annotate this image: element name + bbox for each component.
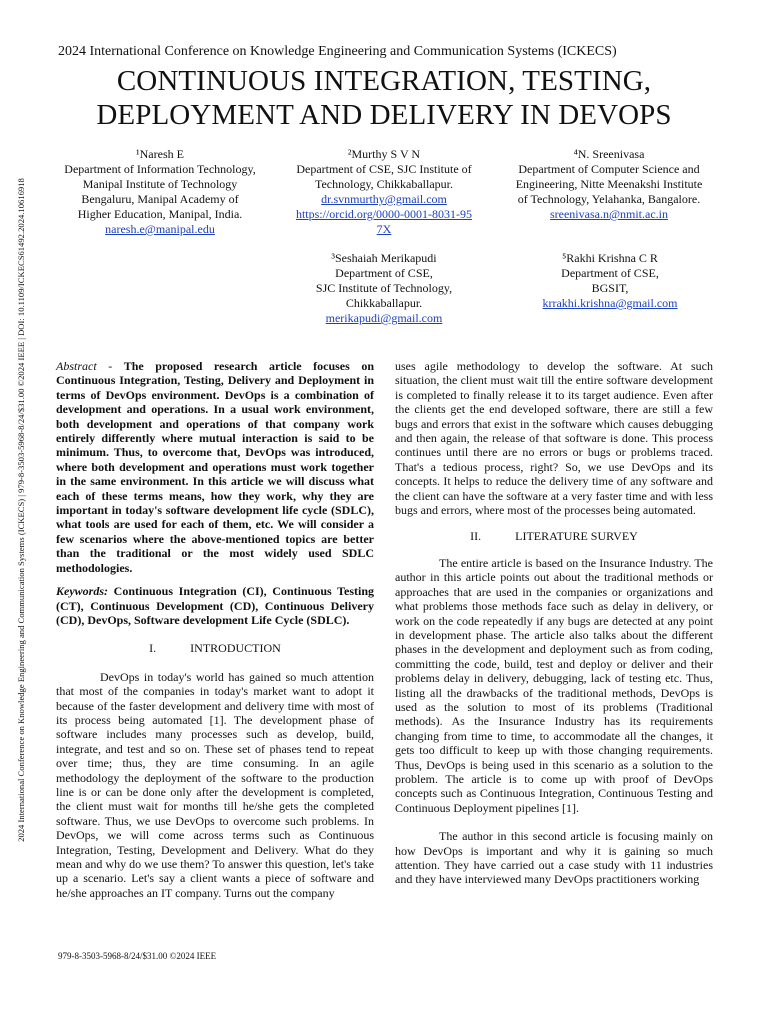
title-line-2: DEPLOYMENT AND DELIVERY IN DEVOPS: [96, 99, 672, 131]
intro-paragraph-continued: uses agile methodology to develop the software. At such situation, the client must wait till the entire software development is completed to finally release it to its target audience. Even after the clients get the end developed software, there are still a few bugs and errors that exist in the software which causes debugging and then again, the release of that software is done. This process continues until there are no errors or bugs or problems traced. That's a tedious process, right? So, we use DevOps and its concepts. It helps to reduce the delivery time of any software and the client can have the software at a very faster time and with less bugs and errors, where most of the processes being automated.: [395, 359, 713, 518]
author-block-3: [276, 251, 492, 326]
author-affiliation: Department of CSE,: [561, 266, 659, 280]
author-email-link[interactable]: dr.svnmurthy@gmail.com: [321, 192, 447, 206]
right-column: [395, 359, 713, 887]
footer-copyright: 979-8-3503-5968-8/24/$31.00 ©2024 IEEE: [58, 951, 217, 961]
author-block-4: [500, 147, 718, 222]
author-name: ²Murthy S V N: [347, 147, 421, 161]
author-orcid-link-cont[interactable]: 7X: [376, 222, 392, 236]
intro-paragraph: DevOps in today's world has gained so much attention that most of the companies in today's market want to adopt it because of the faster development and delivery time with most of its process being automated [1]. The development phase of software includes many processes such as develop, build, integrate, and test and so on. These set of phases tend to repeat over time; thus, they are time consuming. In an agile methodology the deployment of the software to the production line is or can be done only after the development is completed, the client must wait for months till he/she gets the completed software. Thus, we use DevOps to overcome such problems. In DevOps, we will come across terms such as Continuous Integration, Testing, Development and Delivery. What do they mean and why do we use them? To answer this question, let's take up a scenario. Let's say a client wants a piece of software and he/she approaches an IT company. Turns out the company: [56, 669, 374, 900]
abstract: [56, 359, 374, 575]
author-email-link[interactable]: sreenivasa.n@nmit.ac.in: [549, 207, 668, 221]
section-title: LITERATURE SURVEY: [515, 529, 638, 544]
author-affiliation: Manipal Institute of Technology: [82, 177, 238, 191]
section-number: I.: [149, 641, 157, 656]
author-email-link[interactable]: merikapudi@gmail.com: [325, 311, 443, 325]
author-affiliation: Department of Computer Science and: [518, 162, 700, 176]
abstract-body: The proposed research article focuses on Continuous Integration, Testing, Delivery and Deployment in terms of DevOps environment. DevOps is a combination of development and operations. In a usual work environment, both development and operations of that company work entirely differently where mutual interaction is said to be minimum. Thus, to overcome that, DevOps was introduced, where both development and operations must work together in the same environment. In this article we will discuss what each of these terms means, how they work, why they are important in today's software development life cycle (SDLC), what tools are used for each of them, etc. We will consider a few scenarios where the above-mentioned topics are better than the traditional or the most widely used SDLC methodologies.: [56, 359, 374, 575]
section-heading-literature: [395, 529, 713, 543]
literature-paragraph-2: The author in this second article is focusing mainly on how DevOps is important and why it is gaining so much attention. They have carried out a case study with 11 industries and they have interviewed many DevOps practitioners working: [395, 829, 713, 887]
author-name: ⁴N. Sreenivasa: [573, 147, 645, 161]
author-name: ³Seshaiah Merikapudi: [331, 251, 437, 265]
author-affiliation: Bengaluru, Manipal Academy of: [81, 192, 239, 206]
author-affiliation: SJC Institute of Technology,: [315, 281, 453, 295]
section-title: INTRODUCTION: [190, 641, 281, 656]
author-email-link[interactable]: krrakhi.krishna@gmail.com: [542, 296, 678, 310]
abstract-dash: -: [96, 359, 124, 373]
author-block-2: [276, 147, 492, 237]
side-margin-doi: [11, 110, 33, 910]
author-block-5: [506, 251, 714, 311]
paper-title: [0, 64, 768, 132]
author-affiliation: Chikkaballapur.: [345, 296, 423, 310]
author-email-link[interactable]: naresh.e@manipal.edu: [105, 222, 215, 236]
keywords: [56, 584, 374, 627]
author-affiliation: Technology, Chikkaballapur.: [314, 177, 454, 191]
author-affiliation: of Technology, Yelahanka, Bangalore.: [517, 192, 701, 206]
author-orcid-link[interactable]: https://orcid.org/0000-0001-8031-95: [295, 207, 473, 221]
abstract-label: Abstract: [56, 359, 97, 373]
author-name: ¹Naresh E: [136, 147, 184, 161]
doi-text: 2024 International Conference on Knowledge Engineering and Communication Systems (ICKECS) | 979-8-3503-5968-8/24/$31.00 ©2024 IEEE | DOI: 10.1109/ICKECS61492.2024.10616918: [16, 178, 26, 842]
section-number: II.: [470, 529, 482, 544]
author-affiliation: Department of Information Technology,: [64, 162, 256, 176]
literature-paragraph-1: The entire article is based on the Insurance Industry. The author in this article points out about the traditional methods or approaches that are used in the companies or organizations and what problems those methods face such as delay in delivery, or work on the code repeatedly if any bugs are detected at any point in development phase. The article also talks about the different phases in the development and deployment such as from coding, committing the code, build, test and deploy or deliver and their problems delay in delivery, debugging, lack of testing etc. Thus, listing all the drawbacks of the traditional methods, DevOps is used as the solution to most of its problems (Traditional methods). As the Insurance Industry has its requirements changing from time to time, to accommodate all the changes, it gets too difficult to keep up with those changing requirements. Thus, DevOps is being used in this scenario as a solution to the problem. The article is to come up with proof of DevOps concepts such as Continuous Integration, Continuous Testing and Continuous Deployment pipelines [1].: [395, 555, 713, 815]
keywords-label: Keywords:: [56, 584, 108, 599]
author-affiliation: Department of CSE,: [335, 266, 433, 280]
author-block-1: [48, 147, 272, 237]
left-column: [56, 359, 374, 900]
author-affiliation: Department of CSE, SJC Institute of: [296, 162, 472, 176]
author-affiliation: BGSIT,: [591, 281, 629, 295]
conference-name: 2024 International Conference on Knowledge Engineering and Communication Systems (ICKECS): [58, 44, 617, 59]
author-name: ⁵Rakhi Krishna C R: [562, 251, 658, 265]
keywords-body: Continuous Integration (CI), Continuous Testing (CT), Continuous Development (CD), Continuous Delivery (CD), DevOps, Software development Life Cycle (SDLC).: [56, 584, 374, 627]
section-heading-introduction: [56, 641, 374, 655]
author-affiliation: Higher Education, Manipal, India.: [77, 207, 243, 221]
author-affiliation: Engineering, Nitte Meenakshi Institute: [515, 177, 703, 191]
title-line-1: CONTINUOUS INTEGRATION, TESTING,: [116, 65, 652, 97]
